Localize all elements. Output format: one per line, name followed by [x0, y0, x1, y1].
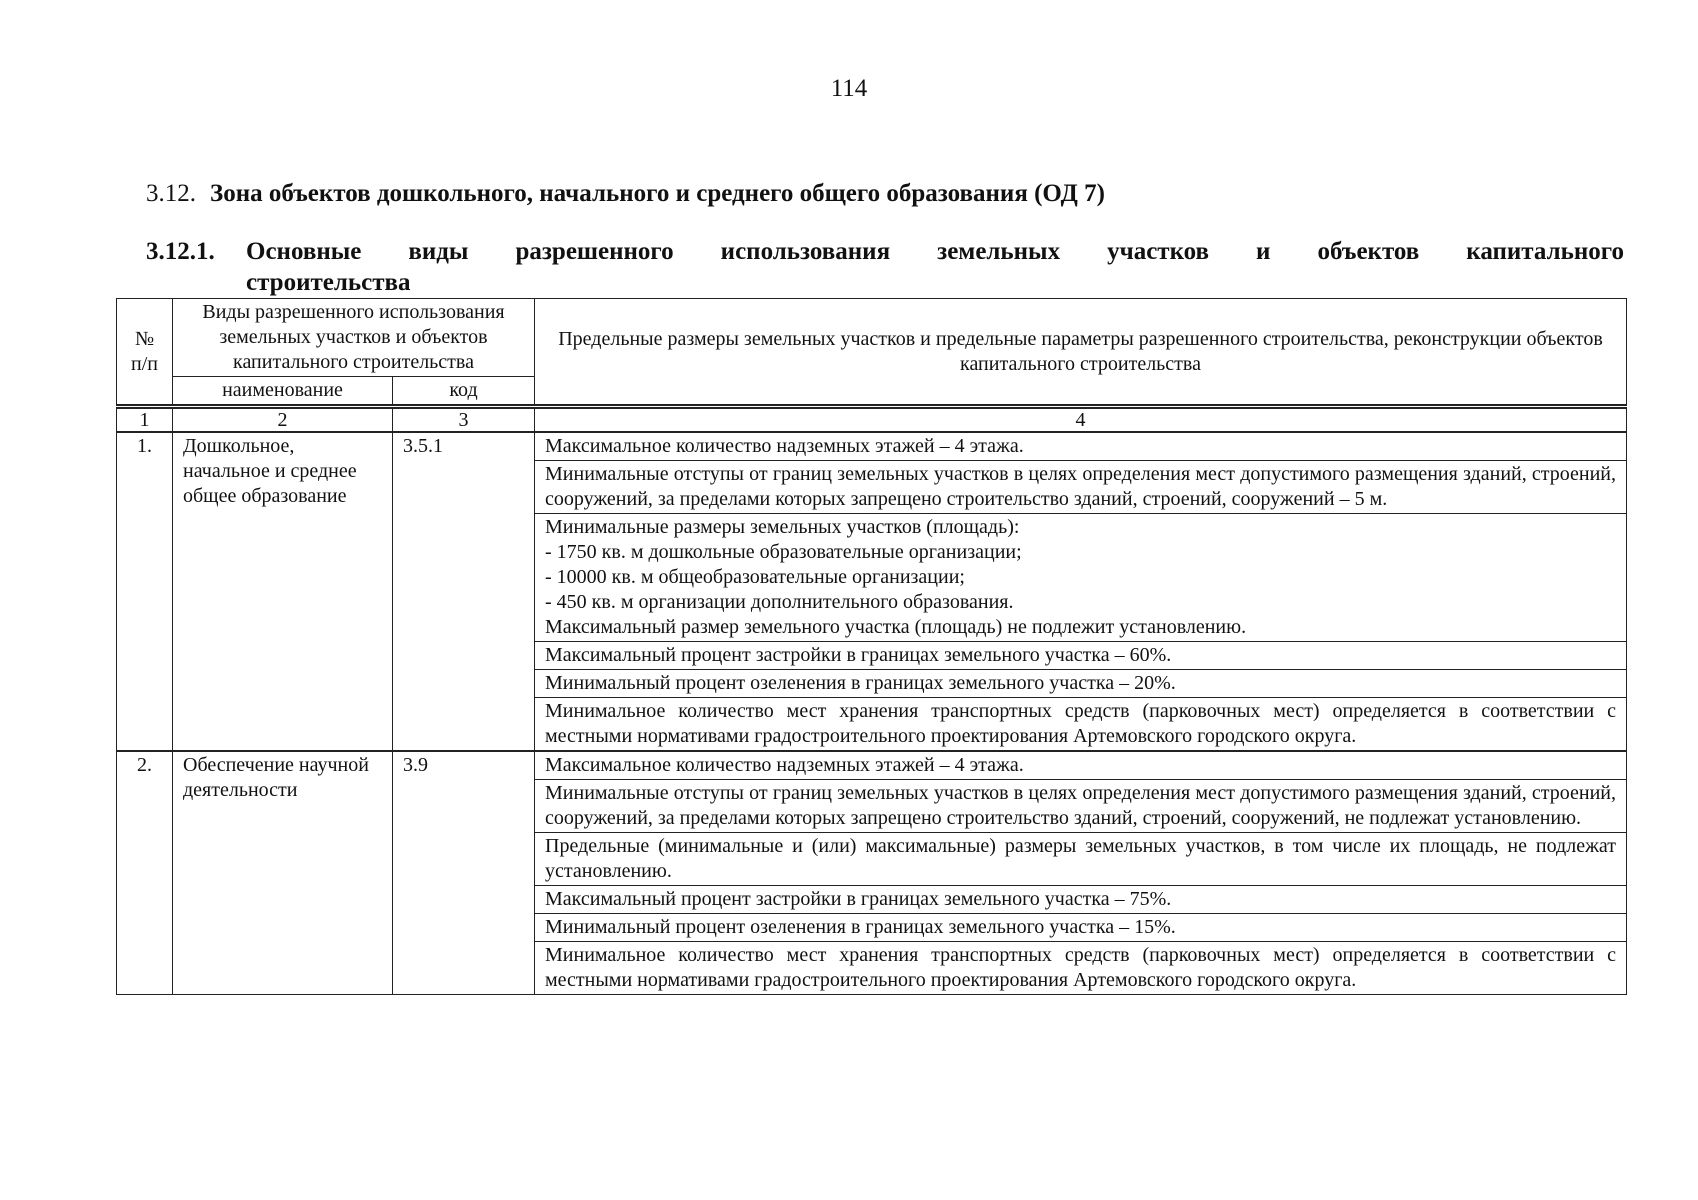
table-row — [117, 432, 1627, 461]
section-title — [146, 180, 1105, 208]
column-number: 2 — [173, 407, 393, 433]
section-title-text: Зона объектов дошкольного, начального и среднего общего образования (ОД 7) — [210, 180, 1105, 207]
header-number: № п/п — [117, 299, 173, 407]
use-type-code: 3.9 — [393, 751, 535, 995]
row-number: 2. — [117, 751, 173, 995]
table-body — [117, 407, 1627, 995]
column-number: 3 — [393, 407, 535, 433]
row-number: 1. — [117, 432, 173, 751]
table-row — [117, 751, 1627, 780]
parameter-cell: Минимальный процент озеленения в границах земельного участка – 15%. — [535, 914, 1627, 942]
parameter-cell: Минимальные отступы от границ земельных участков в целях определения мест допустимого размещения зданий, строений, сооружений, за пределами которых запрещено строительство зданий, строений, сооружений, не подлежат установлению. — [535, 780, 1627, 833]
parameter-cell: Максимальный процент застройки в границах земельного участка – 60%. — [535, 642, 1627, 670]
parameter-cell: Минимальное количество мест хранения транспортных средств (парковочных мест) определяется в соответствии с местными нормативами градостроительного проектирования Артемовского городского округа. — [535, 942, 1627, 995]
header-code: код — [393, 377, 535, 407]
header-parameters: Предельные размеры земельных участков и предельные параметры разрешенного строительства, реконструкции объектов капитального строительства — [535, 299, 1627, 407]
parameter-cell: Минимальный процент озеленения в границах земельного участка – 20%. — [535, 670, 1627, 698]
parameter-cell: Максимальный процент застройки в границах земельного участка – 75%. — [535, 886, 1627, 914]
table-header — [117, 299, 1627, 407]
parameter-cell: Минимальные размеры земельных участков (площадь): - 1750 кв. м дошкольные образовательные организации; - 10000 кв. м общеобразовательные организации; - 450 кв. м организации дополнительного образования. Максимальный размер земельного участка (площадь) не подлежит установлению. — [535, 514, 1627, 642]
parameter-cell: Минимальные отступы от границ земельных участков в целях определения мест допустимого размещения зданий, строений, сооружений, за пределами которых запрещено строительство зданий, строений, сооружений – 5 м. — [535, 461, 1627, 514]
parameter-cell: Предельные (минимальные и (или) максимальные) размеры земельных участков, в том числе их площадь, не подлежат установлению. — [535, 833, 1627, 886]
section-number: 3.12. — [146, 180, 196, 207]
column-number: 1 — [117, 407, 173, 433]
subsection-title-text-line1: Основные виды разрешенного использования земельных участков и объектов капитального — [246, 238, 1624, 265]
subsection-title-text-line2: строительства — [246, 269, 411, 296]
use-type-code: 3.5.1 — [393, 432, 535, 751]
land-use-table — [116, 298, 1627, 995]
parameter-cell: Максимальное количество надземных этажей – 4 этажа. — [535, 751, 1627, 780]
header-name: наименование — [173, 377, 393, 407]
subsection-title-line1 — [146, 236, 1624, 267]
use-type-name: Дошкольное, начальное и среднее общее образование — [173, 432, 393, 751]
use-type-name: Обеспечение научной деятельности — [173, 751, 393, 995]
page-number: 114 — [830, 75, 868, 102]
column-numbers-row — [117, 407, 1627, 433]
parameter-cell: Максимальное количество надземных этажей – 4 этажа. — [535, 432, 1627, 461]
subsection-title — [146, 236, 1624, 298]
header-use-types: Виды разрешенного использования земельных участков и объектов капитального строительства — [173, 299, 535, 377]
column-number: 4 — [535, 407, 1627, 433]
parameter-cell: Минимальное количество мест хранения транспортных средств (парковочных мест) определяется в соответствии с местными нормативами градостроительного проектирования Артемовского городского округа. — [535, 698, 1627, 752]
subsection-number: 3.12.1. — [146, 238, 215, 265]
